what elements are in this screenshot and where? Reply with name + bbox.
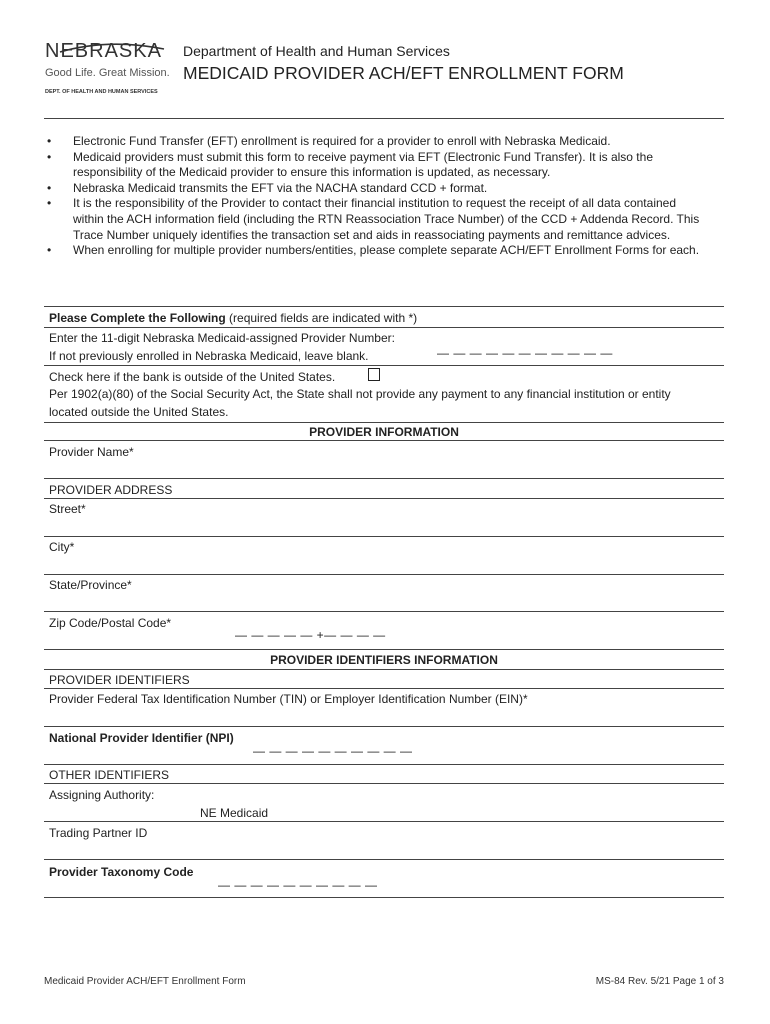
tin-label: Provider Federal Tax Identification Number (TIN) or Employer Identification Number (EIN)*	[49, 692, 528, 706]
rule	[44, 498, 724, 499]
page-title: MEDICAID PROVIDER ACH/EFT ENROLLMENT FORM	[183, 63, 624, 83]
complete-instruction: Please Complete the Following (required fields are indicated with *)	[49, 311, 418, 325]
provider-number-note: If not previously enrolled in Nebraska Medicaid, leave blank.	[49, 349, 369, 363]
outside-us-label: Check here if the bank is outside of the United States.	[49, 370, 336, 384]
list-item: • When enrolling for multiple provider numbers/entities, please complete separate ACH/EFT Enrollment Forms for each.	[47, 243, 700, 258]
list-item: • Medicaid providers must submit this form to receive payment via EFT (Electronic Fund Transfer). It is also the responsibility of the Medicaid provider to ensure this information is updated, as necessary.	[47, 149, 653, 180]
rule	[44, 440, 724, 441]
footer-page-info: MS-84 Rev. 5/21 Page 1 of 3	[595, 976, 724, 987]
tin-field[interactable]	[44, 726, 724, 727]
ssa-note-line2: located outside the United States.	[49, 405, 229, 419]
taxonomy-field[interactable]: — — — — — — — — — —	[218, 878, 378, 892]
instruction-list	[47, 134, 707, 259]
outside-us-checkbox[interactable]	[368, 368, 380, 381]
rule	[44, 897, 724, 898]
department-name: Department of Health and Human Services	[183, 43, 450, 59]
provider-name-label: Provider Name*	[49, 445, 134, 459]
state-label: State/Province*	[49, 578, 132, 592]
street-field[interactable]	[44, 536, 724, 537]
list-item: • Nebraska Medicaid transmits the EFT via the NACHA standard CCD + format.	[47, 180, 488, 195]
rule	[44, 688, 724, 689]
assigning-authority-label: Assigning Authority:	[49, 788, 155, 802]
ssa-note-line1: Per 1902(a)(80) of the Social Security Act, the State shall not provide any payment to any financial institution or entity	[49, 387, 671, 401]
list-item: • Electronic Fund Transfer (EFT) enrollment is required for a provider to enroll with Nebraska Medicaid.	[47, 134, 611, 148]
other-identifiers-heading: OTHER IDENTIFIERS	[49, 768, 170, 782]
taxonomy-label: Provider Taxonomy Code	[49, 865, 194, 879]
identifiers-header: PROVIDER IDENTIFIERS INFORMATION	[270, 653, 498, 667]
street-label: Street*	[49, 502, 86, 516]
npi-field[interactable]: — — — — — — — — — —	[253, 744, 413, 758]
provider-number-field[interactable]: — — — — — — — — — — —	[437, 346, 613, 360]
provider-identifiers-heading: PROVIDER IDENTIFIERS	[49, 673, 190, 687]
rule	[44, 327, 724, 328]
logo-wordmark: NEBRASKA	[45, 40, 162, 62]
provider-name-field[interactable]	[44, 478, 724, 479]
trading-partner-label: Trading Partner ID	[49, 826, 148, 840]
zip-field[interactable]: — — — — — +— — — —	[235, 628, 386, 642]
provider-number-label: Enter the 11-digit Nebraska Medicaid-assigned Provider Number:	[49, 331, 395, 345]
state-field[interactable]	[44, 611, 724, 612]
rule	[44, 783, 724, 784]
logo-department: DEPT. OF HEALTH AND HUMAN SERVICES	[45, 89, 158, 95]
footer-form-name: Medicaid Provider ACH/EFT Enrollment Form	[44, 976, 246, 987]
provider-info-header: PROVIDER INFORMATION	[309, 425, 459, 439]
logo-tagline: Good Life. Great Mission.	[45, 67, 170, 79]
npi-label: National Provider Identifier (NPI)	[49, 731, 234, 745]
trading-partner-field[interactable]	[44, 859, 724, 860]
assigning-authority-value: NE Medicaid	[200, 806, 269, 820]
logo-swoosh-icon	[58, 40, 168, 54]
rule	[44, 764, 724, 765]
rule	[44, 669, 724, 670]
rule	[44, 365, 724, 366]
rule	[44, 821, 724, 822]
list-item: • It is the responsibility of the Provider to contact their financial institution to request the receipt of all data contained within the ACH information field (including the RTN Reassociation Trace Number) of the CCD + Addenda Record. This Trace Number uniquely identifies the transaction set and aids in reassociating payments and remittance advices.	[47, 196, 700, 242]
form-top-rule	[44, 306, 724, 307]
header-divider	[44, 118, 724, 119]
city-label: City*	[49, 540, 75, 554]
provider-address-heading: PROVIDER ADDRESS	[49, 483, 173, 497]
rule	[44, 649, 724, 650]
zip-label: Zip Code/Postal Code*	[49, 616, 172, 630]
rule	[44, 422, 724, 423]
city-field[interactable]	[44, 574, 724, 575]
